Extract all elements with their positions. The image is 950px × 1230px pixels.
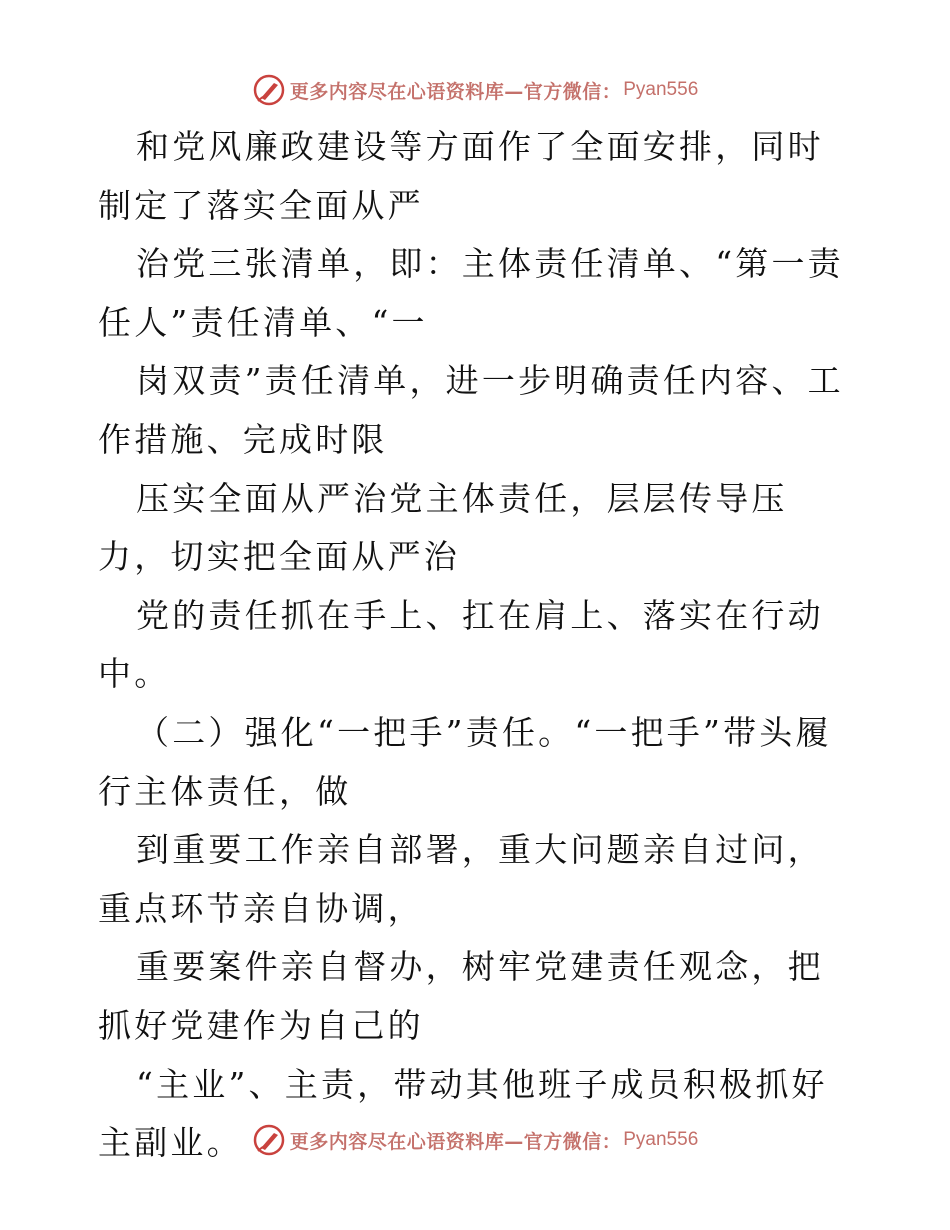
paragraph: 和党风廉政建设等方面作了全面安排，同时制定了落实全面从严 (98, 127, 824, 225)
paragraph: 岗双责”责任清单，进一步明确责任内容、工作措施、完成时限 (98, 361, 844, 459)
paragraph: 压实全面从严治党主体责任，层层传导压力，切实把全面从严治 (98, 478, 788, 577)
document-body (98, 118, 852, 1173)
paragraph: 党的责任抓在手上、扛在肩上、落实在行动中。 (98, 595, 824, 694)
quill-logo-icon (252, 73, 286, 107)
quill-logo-icon (252, 1123, 286, 1157)
paragraph: 重要案件亲自督办，树牢党建责任观念，把抓好党建作为自己的 (98, 947, 824, 1045)
footer-watermark-banner (0, 1120, 950, 1160)
paragraph: “主业”、主责，带动其他班子成员积极抓好主副业。 (98, 1064, 828, 1163)
watermark-text: 更多内容尽在心语资料库—官方微信： (289, 80, 622, 103)
header-watermark-banner (0, 70, 950, 110)
paragraph: 到重要工作亲自部署，重大问题亲自过问，重点环节亲自协调， (98, 830, 824, 928)
watermark-text: 更多内容尽在心语资料库—官方微信： (289, 1130, 622, 1153)
watermark-wechat-id: Pyan556 (623, 1129, 699, 1150)
paragraph: （二）强化“一把手”责任。“一把手”带头履行主体责任，做 (98, 712, 832, 811)
paragraph: 治党三张清单，即：主体责任清单、“第一责任人”责任清单、“一 (98, 244, 844, 342)
watermark-wechat-id: Pyan556 (623, 79, 699, 100)
